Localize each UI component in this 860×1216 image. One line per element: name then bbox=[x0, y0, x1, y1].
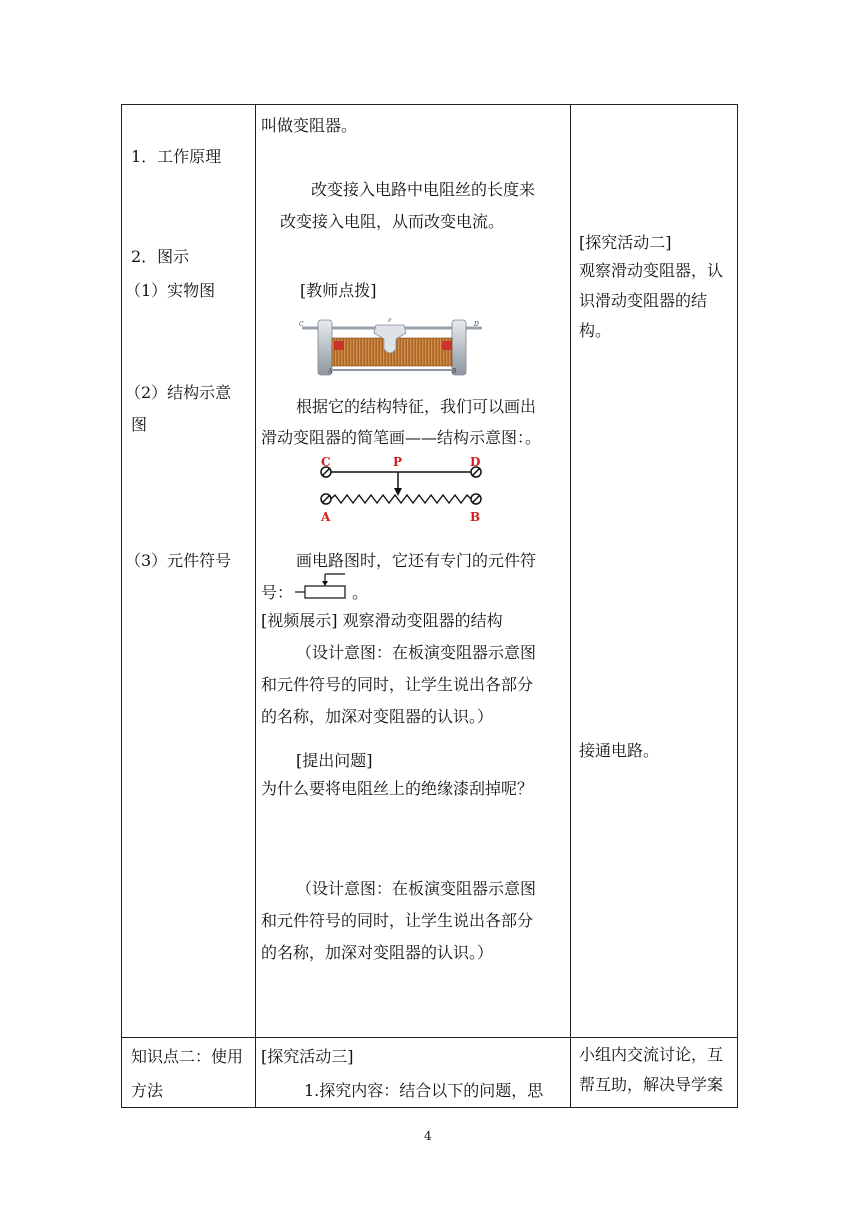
activity-two-line-2: 识滑动变阻器的结 bbox=[579, 291, 708, 310]
photo-label-b: B bbox=[452, 368, 457, 375]
design-intent-2-line-2: 和元件符号的同时，让学生说出各部分 bbox=[261, 911, 534, 930]
knowledge-point-two-line-2: 方法 bbox=[131, 1081, 164, 1100]
activity-two-heading: [探究活动二] bbox=[579, 233, 672, 252]
knowledge-point-two-line-1: 知识点二：使用 bbox=[131, 1047, 244, 1066]
teacher-hint-heading: [教师点拨] bbox=[300, 281, 377, 300]
column-divider-2 bbox=[570, 105, 571, 1107]
structure-text-line-2: 滑动变阻器的简笔画——结构示意图：。 bbox=[261, 428, 542, 447]
symbol-text-prefix: 号： bbox=[261, 583, 294, 602]
group-discussion-line-2: 帮互助，解决导学案 bbox=[579, 1075, 724, 1094]
symbol-text-line-1: 画电路图时，它还有专门的元件符 bbox=[296, 551, 537, 570]
text-line: 叫做变阻器。 bbox=[261, 116, 358, 135]
physical-picture-label: （1）实物图 bbox=[125, 281, 216, 300]
design-intent-2-line-3: 的名称，加深对变阻器的认识。） bbox=[261, 943, 494, 962]
principle-line-2: 改变接入电阻，从而改变电流。 bbox=[280, 212, 505, 231]
photo-label-a: A bbox=[328, 368, 333, 375]
design-intent-1-line-1: （设计意图：在板演变阻器示意图 bbox=[296, 643, 537, 662]
design-intent-1-line-2: 和元件符号的同时，让学生说出各部分 bbox=[261, 675, 534, 694]
schematic-label-a: A bbox=[321, 510, 331, 522]
video-display-line: [视频展示] 观察滑动变阻器的结构 bbox=[261, 611, 503, 630]
question-heading: [提出问题] bbox=[296, 751, 373, 770]
column-divider-1 bbox=[255, 105, 256, 1107]
principle-line-1: 改变接入电路中电阻丝的长度来 bbox=[311, 180, 536, 199]
schematic-label-p: P bbox=[393, 455, 403, 469]
structure-diagram-label: （2）结构示意 bbox=[125, 383, 232, 402]
structure-schematic bbox=[312, 452, 492, 522]
question-text: 为什么要将电阻丝上的绝缘漆刮掉呢？ bbox=[261, 779, 534, 798]
structure-text-line-1: 根据它的结构特征，我们可以画出 bbox=[296, 397, 537, 416]
design-intent-2-line-1: （设计意图：在板演变阻器示意图 bbox=[296, 879, 537, 898]
schematic-label-c: C bbox=[321, 455, 331, 469]
rheostat-symbol bbox=[293, 570, 349, 604]
photo-label-p: P bbox=[388, 318, 392, 324]
activity-two-line-3: 构。 bbox=[579, 321, 612, 340]
diagram-heading: 2．图示 bbox=[131, 247, 190, 266]
group-discussion-line-1: 小组内交流讨论，互 bbox=[579, 1045, 724, 1064]
symbol-text-suffix: 。 bbox=[352, 583, 369, 602]
activity-two-line-1: 观察滑动变阻器，认 bbox=[579, 261, 724, 280]
activity-three-heading: [探究活动三] bbox=[261, 1047, 354, 1066]
page-number: 4 bbox=[424, 1129, 432, 1143]
structure-diagram-label-cont: 图 bbox=[131, 415, 148, 434]
working-principle-heading: 1．工作原理 bbox=[131, 147, 222, 166]
design-intent-1-line-3: 的名称，加深对变阻器的认识。） bbox=[261, 707, 494, 726]
activity-three-content: 1.探究内容：结合以下的问题，思 bbox=[304, 1081, 544, 1100]
row-divider bbox=[122, 1037, 737, 1038]
component-symbol-label: （3）元件符号 bbox=[125, 551, 232, 570]
connect-circuit-text: 接通电路。 bbox=[579, 741, 660, 760]
photo-label-d: D bbox=[474, 321, 479, 328]
photo-label-c: C bbox=[299, 321, 304, 328]
schematic-label-b: B bbox=[470, 510, 481, 522]
schematic-label-d: D bbox=[470, 455, 481, 469]
rheostat-photo bbox=[296, 317, 488, 379]
